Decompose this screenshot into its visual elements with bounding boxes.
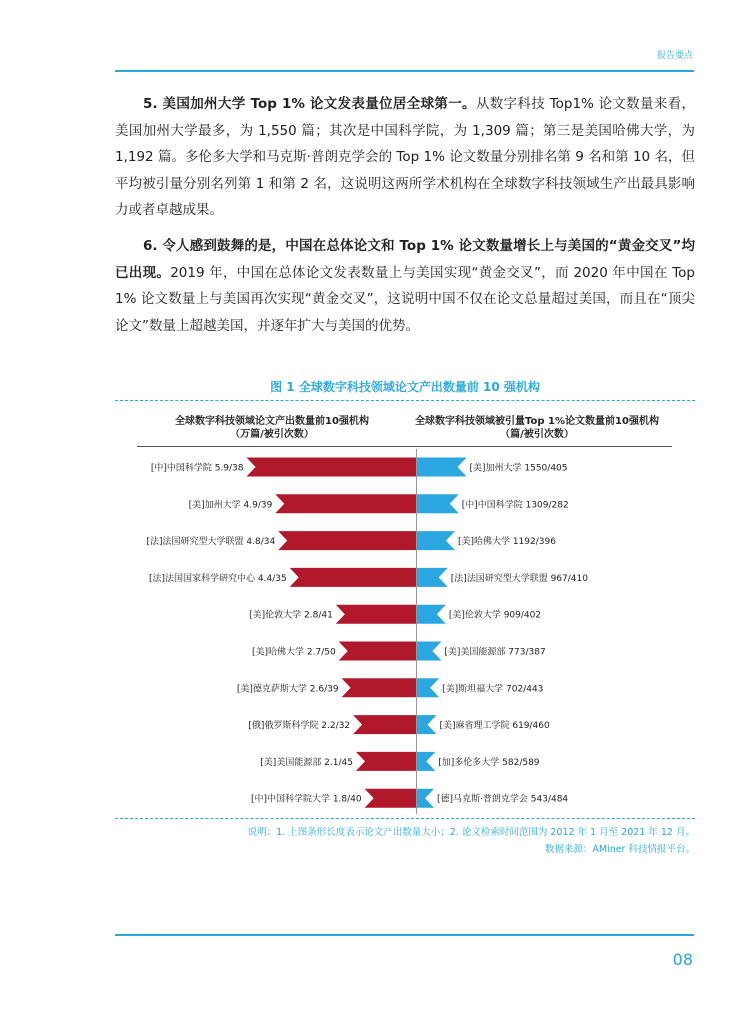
right-bar bbox=[417, 678, 440, 697]
right-bar bbox=[417, 568, 448, 587]
left-bar-label: [美]美国能源部 2.1/45 bbox=[260, 757, 353, 768]
left-bar bbox=[356, 752, 417, 771]
paragraph-5-lead: 5. 美国加州大学 Top 1% 论文发表量位居全球第一。 bbox=[143, 96, 476, 112]
right-bar bbox=[417, 531, 455, 550]
figure-title: 图 1 全球数字科技领域论文产出数量前 10 强机构 bbox=[270, 380, 540, 394]
left-bar-label: [法]法国研究型大学联盟 4.8/34 bbox=[146, 537, 276, 548]
right-bar-label: [美]哈佛大学 1192/396 bbox=[457, 537, 556, 548]
figure-note: 说明：1. 上图条形长度表示论文产出数量大小；2. 论文检索时间范围为 2012 年 1 月至 2021 年 12 月。 bbox=[247, 827, 695, 838]
paragraph-5-body: 从数字科技 Top1% 论文数量来看，美国加州大学最多，为 1,550 篇；其次是中国科学院，为 1,309 篇；第三是美国哈佛大学，为 1,192 篇。多伦多大学和马克斯·普朗克学会的 Top 1% 论文数量分别排名第 9 名和第 10 名，但平均被引量分别名列第 1 和第 2 名，这说明这两所学术机构在全球数字科技领域生产出最具影响力或者卓越成果。 bbox=[115, 96, 695, 218]
right-bar-label: [法]法国研究型大学联盟 967/410 bbox=[450, 573, 588, 584]
left-bar-label: [美]加州大学 4.9/39 bbox=[188, 500, 273, 511]
left-header-unit: （万篇/被引次数） bbox=[230, 429, 314, 440]
left-bar bbox=[365, 789, 417, 808]
paragraph-6-body: 2019 年，中国在总体论文发表数量上与美国实现“黄金交叉”，而 2020 年中国在 Top 1% 论文数量上与美国再次实现“黄金交叉”，这说明中国不仅在论文总量超过美国，而且在“顶尖论文”数量上超越美国，并逐年扩大与美国的优势。 bbox=[115, 264, 695, 334]
left-bar-label: [中]中国科学院 5.9/38 bbox=[150, 463, 244, 474]
right-bar-label: [德]马克斯·普朗克学会 543/484 bbox=[437, 794, 569, 805]
footer-rule bbox=[115, 934, 694, 936]
right-bar-label: [美]伦敦大学 909/402 bbox=[448, 610, 542, 621]
right-bar bbox=[417, 789, 435, 808]
right-bar-label: [美]美国能源部 773/387 bbox=[444, 647, 546, 658]
left-bar-label: [俄]俄罗斯科学院 2.2/32 bbox=[248, 721, 351, 732]
left-header-title: 全球数字科技领域论文产出数量前10强机构 bbox=[175, 416, 369, 427]
center-axis bbox=[416, 449, 417, 814]
right-bar-label: [美]加州大学 1550/405 bbox=[469, 463, 568, 474]
left-bar bbox=[339, 642, 417, 661]
right-bar bbox=[417, 752, 436, 771]
right-bar bbox=[417, 458, 467, 477]
left-bar-label: [美]哈佛大学 2.7/50 bbox=[252, 647, 336, 658]
left-bar-label: [法]法国国家科学研究中心 4.4/35 bbox=[149, 573, 287, 584]
left-bar bbox=[342, 678, 417, 697]
figure-bottom-rule bbox=[115, 818, 695, 819]
left-bar bbox=[275, 494, 416, 513]
right-bar-label: [美]斯坦福大学 702/443 bbox=[442, 684, 544, 695]
left-bar-label: [美]伦敦大学 2.8/41 bbox=[249, 610, 333, 621]
section-label: 报告要点 bbox=[656, 51, 693, 61]
right-bar-label: [美]麻省理工学院 619/460 bbox=[439, 721, 550, 732]
right-bar bbox=[417, 605, 446, 624]
left-bar-label: [美]德克萨斯大学 2.6/39 bbox=[236, 684, 339, 695]
left-bar bbox=[336, 605, 417, 624]
left-bar bbox=[290, 568, 417, 587]
left-bar bbox=[353, 715, 416, 734]
left-bar bbox=[247, 458, 417, 477]
left-bar-label: [中]中国科学院大学 1.8/40 bbox=[250, 794, 362, 805]
page-number: 08 bbox=[672, 950, 693, 969]
right-bar-label: [加]多伦多大学 582/589 bbox=[438, 757, 540, 768]
left-bar bbox=[278, 531, 416, 550]
right-header-title: 全球数字科技领域被引量Top 1%论文数量前10强机构 bbox=[415, 416, 659, 427]
right-header-unit: （篇/被引次数） bbox=[500, 429, 574, 440]
right-bar bbox=[417, 642, 442, 661]
right-bar bbox=[417, 494, 459, 513]
right-bar bbox=[417, 715, 437, 734]
paragraph-6-lead: 6. 令人感到鼓舞的是，中国在总体论文和 Top 1% 论文数量增长上与美国的“黄金交叉”均已出现。 bbox=[115, 238, 695, 281]
right-bar-label: [中]中国科学院 1309/282 bbox=[461, 500, 569, 511]
figure-source: 数据来源：AMiner 科技情报平台。 bbox=[544, 844, 695, 855]
